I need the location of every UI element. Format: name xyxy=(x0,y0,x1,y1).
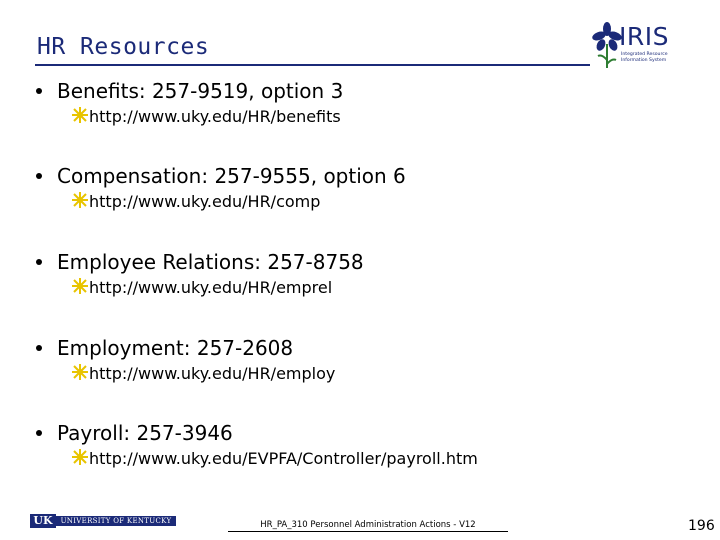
bullet-icon xyxy=(36,173,42,179)
footer-course-text: HR_PA_310 Personnel Administration Actions - V12 xyxy=(228,520,508,532)
logo-subtitle: Integrated Resource Information System xyxy=(621,52,668,63)
item-url-link[interactable]: http://www.uky.edu/EVPFA/Controller/payroll.htm xyxy=(89,449,478,468)
star-bullet-icon xyxy=(71,191,89,209)
item-url-link[interactable]: http://www.uky.edu/HR/benefits xyxy=(89,107,341,126)
star-bullet-icon xyxy=(71,277,89,295)
star-bullet-icon xyxy=(71,106,89,124)
title-underline xyxy=(35,64,590,66)
university-name: UNIVERSITY OF KENTUCKY xyxy=(56,516,176,526)
bullet-icon xyxy=(36,345,42,351)
bullet-icon xyxy=(36,259,42,265)
university-logo xyxy=(30,514,176,528)
star-bullet-icon xyxy=(71,448,89,466)
item-url-link[interactable]: http://www.uky.edu/HR/comp xyxy=(89,192,321,211)
page-title: HR Resources xyxy=(37,34,210,60)
bullet-icon xyxy=(36,88,42,94)
uk-mark: UK xyxy=(30,514,56,528)
page-number: 196 xyxy=(688,518,715,534)
item-label: Employment: 257-2608 xyxy=(57,336,294,360)
bullet-icon xyxy=(36,430,42,436)
item-url-link[interactable]: http://www.uky.edu/HR/employ xyxy=(89,364,336,383)
item-label: Payroll: 257-3946 xyxy=(57,421,233,445)
logo-wordmark: IRIS xyxy=(619,22,669,51)
star-bullet-icon xyxy=(71,363,89,381)
item-label: Employee Relations: 257-8758 xyxy=(57,250,364,274)
item-label: Compensation: 257-9555, option 6 xyxy=(57,164,406,188)
item-url-link[interactable]: http://www.uky.edu/HR/emprel xyxy=(89,278,333,297)
flower-icon xyxy=(592,20,622,70)
iris-logo xyxy=(592,18,672,72)
item-label: Benefits: 257-9519, option 3 xyxy=(57,79,344,103)
